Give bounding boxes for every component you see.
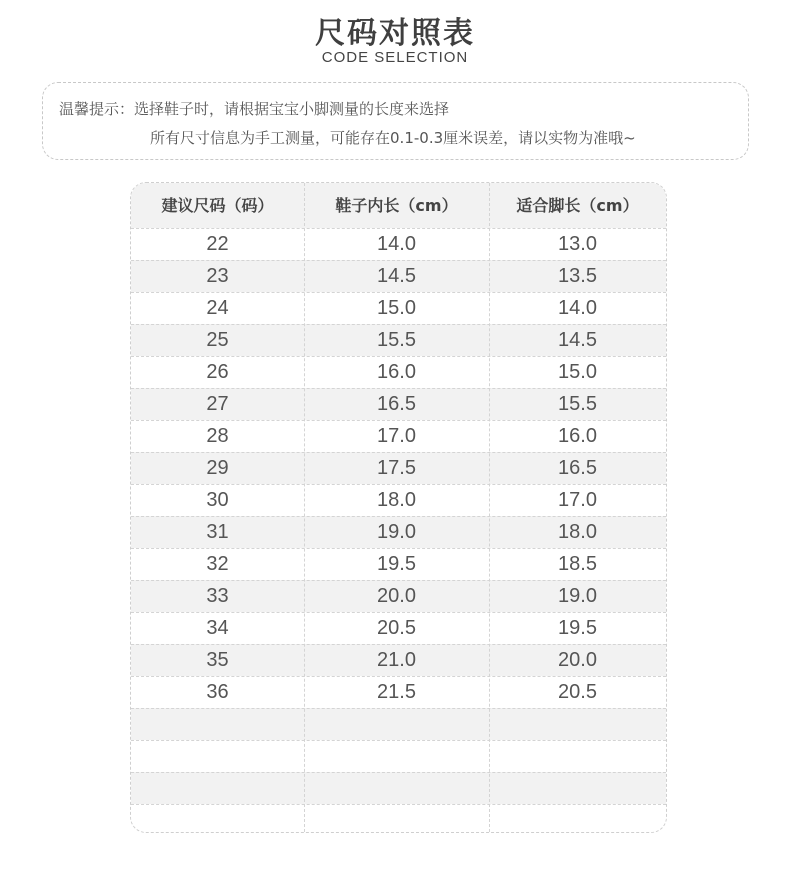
foot-length-cell: 13.5 — [558, 265, 597, 287]
table-row — [131, 548, 666, 580]
table-row — [131, 580, 666, 612]
size-cell — [131, 741, 304, 771]
shoe-inner-length-cell: 20.5 — [377, 617, 416, 639]
size-cell: 22 — [206, 233, 229, 255]
table-row — [131, 772, 666, 804]
table-row — [131, 324, 666, 356]
shoe-inner-length-cell — [304, 741, 489, 771]
table-row — [131, 612, 666, 644]
size-cell — [131, 709, 304, 739]
shoe-inner-length-cell: 17.0 — [377, 425, 416, 447]
size-cell: 24 — [206, 297, 229, 319]
table-row — [131, 260, 666, 292]
table-row — [131, 516, 666, 548]
shoe-inner-length-cell: 14.0 — [377, 233, 416, 255]
table-row — [131, 356, 666, 388]
shoe-inner-length-cell: 21.5 — [377, 681, 416, 703]
size-cell: 27 — [206, 393, 229, 415]
foot-length-cell: 14.5 — [558, 329, 597, 351]
foot-length-cell: 20.0 — [558, 649, 597, 671]
foot-length-cell: 15.0 — [558, 361, 597, 383]
foot-length-cell: 19.5 — [558, 617, 597, 639]
shoe-inner-length-cell: 19.0 — [377, 521, 416, 543]
size-cell: 35 — [206, 649, 229, 671]
shoe-inner-length-cell: 21.0 — [377, 649, 416, 671]
size-cell — [131, 773, 304, 803]
tip-line-1: 温馨提示：选择鞋子时，请根据宝宝小脚测量的长度来选择 — [59, 100, 450, 118]
foot-length-cell — [489, 773, 666, 803]
size-cell: 28 — [206, 425, 229, 447]
header-shoe-inner-length: 鞋子内长（cm） — [335, 196, 458, 215]
foot-length-cell: 20.5 — [558, 681, 597, 703]
size-cell — [131, 805, 304, 833]
table-row — [131, 708, 666, 740]
foot-length-cell: 16.5 — [558, 457, 597, 479]
foot-length-cell: 18.5 — [558, 553, 597, 575]
size-cell: 23 — [206, 265, 229, 287]
size-cell: 34 — [206, 617, 229, 639]
foot-length-cell: 17.0 — [558, 489, 597, 511]
shoe-inner-length-cell — [304, 805, 489, 833]
size-cell: 31 — [206, 521, 229, 543]
page-title: 尺码对照表 — [315, 16, 475, 51]
table-row — [131, 804, 666, 833]
shoe-inner-length-cell: 18.0 — [377, 489, 416, 511]
header-size: 建议尺码（码） — [161, 196, 274, 215]
shoe-inner-length-cell: 17.5 — [377, 457, 416, 479]
table-row — [131, 388, 666, 420]
shoe-inner-length-cell: 15.5 — [377, 329, 416, 351]
page-subtitle: CODE SELECTION — [321, 49, 469, 66]
size-cell: 36 — [206, 681, 229, 703]
shoe-inner-length-cell: 14.5 — [377, 265, 416, 287]
foot-length-cell: 14.0 — [558, 297, 597, 319]
shoe-inner-length-cell — [304, 709, 489, 739]
size-cell: 29 — [206, 457, 229, 479]
table-row — [131, 676, 666, 708]
shoe-inner-length-cell — [304, 773, 489, 803]
table-row — [131, 292, 666, 324]
size-cell: 26 — [206, 361, 229, 383]
size-cell: 32 — [206, 553, 229, 575]
foot-length-cell — [489, 741, 666, 771]
shoe-inner-length-cell: 15.0 — [377, 297, 416, 319]
foot-length-cell — [489, 709, 666, 739]
size-cell: 25 — [206, 329, 229, 351]
table-row — [131, 452, 666, 484]
table-row — [131, 740, 666, 772]
table-row — [131, 484, 666, 516]
foot-length-cell: 18.0 — [558, 521, 597, 543]
column-divider — [304, 183, 305, 832]
foot-length-cell: 13.0 — [558, 233, 597, 255]
size-cell: 33 — [206, 585, 229, 607]
size-table — [130, 182, 667, 833]
shoe-inner-length-cell: 16.0 — [377, 361, 416, 383]
tip-box — [42, 82, 749, 160]
foot-length-cell: 15.5 — [558, 393, 597, 415]
size-cell: 30 — [206, 489, 229, 511]
column-divider — [489, 183, 490, 832]
tip-line-2: 所有尺寸信息为手工测量，可能存在0.1-0.3厘米误差，请以实物为准哦~ — [150, 129, 636, 147]
foot-length-cell — [489, 805, 666, 833]
shoe-inner-length-cell: 16.5 — [377, 393, 416, 415]
table-row — [131, 644, 666, 676]
shoe-inner-length-cell: 20.0 — [377, 585, 416, 607]
shoe-inner-length-cell: 19.5 — [377, 553, 416, 575]
table-row — [131, 420, 666, 452]
header-foot-length: 适合脚长（cm） — [516, 196, 639, 215]
table-header-row — [131, 183, 666, 228]
foot-length-cell: 16.0 — [558, 425, 597, 447]
foot-length-cell: 19.0 — [558, 585, 597, 607]
table-row — [131, 228, 666, 260]
